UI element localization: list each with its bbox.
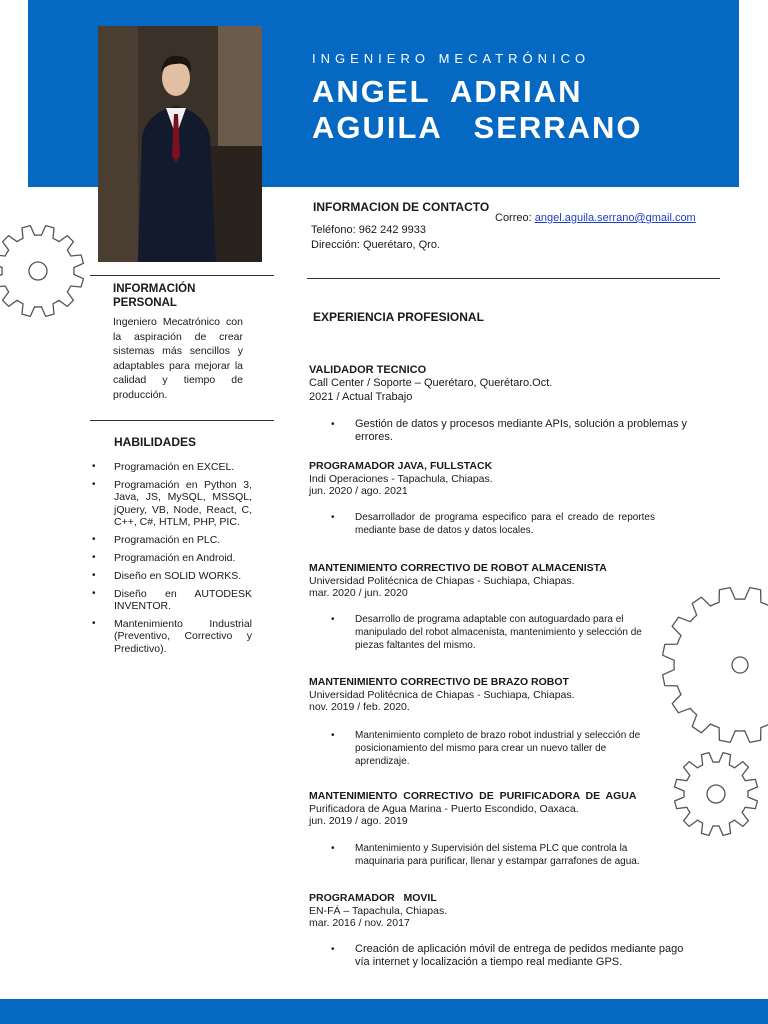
- experience-heading: EXPERIENCIA PROFESIONAL: [313, 310, 484, 324]
- candidate-name: [312, 74, 643, 146]
- job-company: Universidad Politécnica de Chiapas - Suchiapa, Chiapas.: [309, 689, 575, 701]
- divider: [90, 275, 274, 276]
- job-entry: [309, 460, 704, 537]
- name-line-1: ANGEL ADRIAN: [312, 74, 583, 109]
- profile-photo: [98, 26, 262, 262]
- job-dates: mar. 2020 / jun. 2020: [309, 587, 408, 600]
- name-line-2: AGUILA SERRANO: [312, 110, 643, 145]
- person-photo-icon: [98, 26, 262, 262]
- list-item: • Mantenimiento Industrial (Preventivo, Correctivo y Predictivo).: [92, 618, 252, 655]
- job-company: Indi Operaciones - Tapachula, Chiapas.: [309, 473, 493, 485]
- job-entry: [309, 892, 704, 969]
- job-entry: [309, 364, 704, 444]
- job-dates: 2021 / Actual Trabajo: [309, 390, 413, 403]
- job-dates: jun. 2019 / ago. 2019: [309, 815, 408, 828]
- job-title: PROGRAMADOR MOVIL: [309, 892, 437, 904]
- job-title: PROGRAMADOR JAVA, FULLSTACK: [309, 460, 493, 472]
- skills-heading: HABILIDADES: [114, 435, 197, 449]
- job-subtitle: INGENIERO MECATRÓNICO: [312, 51, 591, 66]
- divider: [90, 420, 274, 421]
- job-bullet: • Mantenimiento completo de brazo robot industrial y selección de posicionamiento del mismo para crear un nuevo taller de aprendizaje.: [331, 729, 641, 767]
- job-title: MANTENIMIENTO CORRECTIVO DE ROBOT ALMACENISTA: [309, 562, 607, 574]
- job-company: Universidad Politécnica de Chiapas - Suchiapa, Chiapas.: [309, 575, 575, 587]
- job-bullet: • Desarrollador de programa especifico para el creado de reportes mediante base de datos y datos locales.: [331, 511, 655, 536]
- list-item: • Programación en Python 3, Java, JS, MySQL, MSSQL, jQuery, VB, Node, React, C, C++, C#, HTLM, PHP, PIC.: [92, 478, 252, 529]
- job-company: Purificadora de Agua Marina - Puerto Escondido, Oaxaca.: [309, 803, 579, 815]
- job-dates: mar. 2016 / nov. 2017: [309, 917, 410, 930]
- job-title: MANTENIMIENTO CORRECTIVO DE BRAZO ROBOT: [309, 676, 569, 688]
- job-company: Call Center / Soporte – Querétaro, Querétaro.Oct.: [309, 377, 553, 389]
- divider: [307, 278, 720, 279]
- job-entry: [309, 562, 704, 652]
- job-company: EN-FÁ – Tapachula, Chiapas.: [309, 905, 448, 917]
- contact-address: Dirección: Querétaro, Qro.: [311, 239, 440, 251]
- list-item: • Programación en Android.: [92, 551, 236, 564]
- personal-heading-line-1: INFORMACIÓN: [113, 283, 196, 295]
- list-item: • Diseño en AUTODESK INVENTOR.: [92, 587, 252, 613]
- personal-heading: [113, 282, 195, 310]
- job-dates: nov. 2019 / feb. 2020.: [309, 701, 410, 714]
- job-bullet: • Desarrollo de programa adaptable con autoguardado para el manipulado del robot almacenista, mantenimiento y selección de piezas faltantes del mismo.: [331, 613, 642, 651]
- email-label: Correo:: [495, 212, 535, 224]
- job-bullet: • Creación de aplicación móvil de entrega de pedidos mediante pago vía internet y localización a tiempo real mediante GPS.: [331, 942, 684, 968]
- contact-phone: Teléfono: 962 242 9933: [311, 224, 426, 236]
- job-bullet: • Mantenimiento y Supervisión del sistema PLC que controla la maquinaria para purificar, llenar y estampar garrafones de agua.: [331, 842, 640, 867]
- personal-text: Ingeniero Mecatrónico con la aspiración de crear sistemas más sencillos y adaptables para mejorar la calidad y tiempo de producción.: [113, 316, 243, 401]
- footer-band: [0, 999, 768, 1024]
- job-bullet: • Gestión de datos y procesos mediante APIs, solución a problemas y errores.: [331, 418, 688, 443]
- contact-email-row: [495, 212, 696, 225]
- job-dates: jun. 2020 / ago. 2021: [309, 485, 408, 498]
- skills-list: [92, 461, 252, 661]
- email-link[interactable]: angel.aguila.serrano@gmail.com: [534, 212, 696, 224]
- list-item: • Diseño en SOLID WORKS.: [92, 569, 242, 582]
- job-title: MANTENIMIENTO CORRECTIVO DE PURIFICADORA DE AGUA: [309, 790, 637, 802]
- list-item: • Programación en EXCEL.: [92, 461, 235, 473]
- personal-heading-line-2: PERSONAL: [113, 297, 177, 309]
- contact-heading: INFORMACION DE CONTACTO: [313, 200, 490, 214]
- job-entry: [309, 676, 704, 768]
- list-item: • Programación en PLC.: [92, 534, 221, 547]
- job-entry: [309, 790, 704, 868]
- job-title: VALIDADOR TECNICO: [309, 364, 427, 376]
